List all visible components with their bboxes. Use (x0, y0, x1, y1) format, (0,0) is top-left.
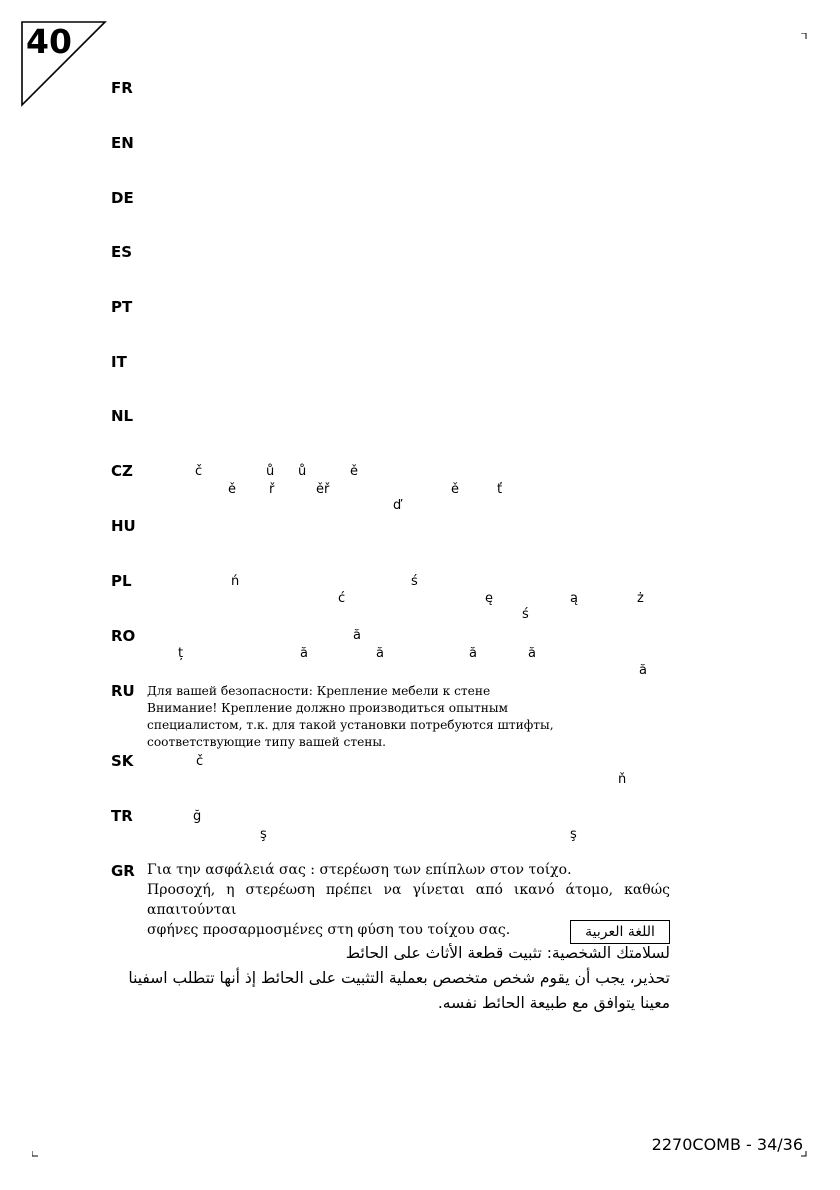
ru-line: специалистом, т.к. для такой установки потребуются штифты, (147, 718, 554, 732)
pl-glyph: ę (485, 591, 493, 606)
pl-glyph: ć (338, 591, 346, 606)
cz-glyph: č (195, 464, 203, 479)
sk-glyph: č (196, 754, 204, 769)
lang-code-sk: SK (111, 752, 134, 770)
footer-reference: 2270COMB - 34/36 (651, 1135, 803, 1154)
lang-code-ro: RO (111, 627, 136, 645)
lang-code-it: IT (111, 353, 127, 371)
cz-glyph: ě (228, 482, 236, 497)
arabic-language-label: اللغة العربية (570, 920, 670, 944)
sk-glyph: ň (618, 772, 627, 787)
ro-glyph: ă (528, 646, 536, 661)
cz-glyph: ď (393, 498, 402, 513)
lang-code-cz: CZ (111, 462, 133, 480)
ro-glyph: ă (639, 663, 647, 678)
cz-glyph: ř (269, 482, 275, 497)
tr-glyph: ğ (193, 809, 202, 824)
ro-glyph: ă (300, 646, 308, 661)
lang-code-gr: GR (111, 862, 135, 880)
ru-line: Для вашей безопасности: Крепление мебели к стене (147, 684, 491, 698)
lang-code-tr: TR (111, 807, 133, 825)
cz-glyph: ě (451, 482, 459, 497)
ru-line: соответствующие типу вашей стены. (147, 735, 386, 749)
pl-glyph: ś (522, 607, 529, 622)
ro-glyph: ă (376, 646, 384, 661)
lang-code-fr: FR (111, 79, 133, 97)
gr-line: σφήνες προσαρμοσμένες στη φύση του τοίχου σας. (147, 922, 511, 938)
ro-glyph: ț (178, 646, 184, 661)
page-number: 40 (26, 22, 72, 61)
pl-glyph: ń (231, 574, 240, 589)
cz-glyph: ěř (316, 482, 330, 497)
lang-code-es: ES (111, 243, 133, 261)
pl-glyph: ś (411, 574, 418, 589)
cz-glyph: ů (298, 464, 307, 479)
ro-glyph: ă (469, 646, 477, 661)
cz-glyph: ů (266, 464, 275, 479)
ar-line: معينا يتوافق مع طبيعة الحائط نفسه. (437, 994, 670, 1012)
lang-code-pl: PL (111, 572, 132, 590)
ru-paragraph (147, 683, 670, 751)
ru-line: Внимание! Крепление должно производиться опытным (147, 701, 508, 715)
lang-code-nl: NL (111, 407, 134, 425)
gr-line: Προσοχή, η στερέωση πρέπει να γίνεται από ικανό άτομο, καθώς απαιτούνται (147, 882, 670, 918)
ar-paragraph (125, 941, 670, 1016)
tr-glyph: ş (570, 827, 577, 842)
crop-mark-bottom-left (32, 1151, 38, 1157)
lang-code-ru: RU (111, 682, 135, 700)
cz-glyph: ť (497, 482, 503, 497)
lang-code-hu: HU (111, 517, 136, 535)
crop-mark-top-right (801, 33, 807, 39)
lang-code-de: DE (111, 189, 134, 207)
ar-line: لسلامتك الشخصية: تثبيت قطعة الأثاث على الحائط (345, 944, 670, 962)
ro-glyph: ă (353, 628, 361, 643)
lang-code-en: EN (111, 134, 134, 152)
pl-glyph: ą (570, 591, 578, 606)
pl-glyph: ż (637, 591, 644, 606)
ar-line: تحذير، يجب أن يقوم شخص متخصص بعملية التثبيت على الحائط إذ أنها تتطلب اسفينا (128, 969, 670, 987)
lang-code-pt: PT (111, 298, 133, 316)
gr-line: Για την ασφάλειά σας : στερέωση των επίπλων στον τοίχο. (147, 862, 572, 878)
tr-glyph: ş (260, 827, 267, 842)
cz-glyph: ě (350, 464, 358, 479)
